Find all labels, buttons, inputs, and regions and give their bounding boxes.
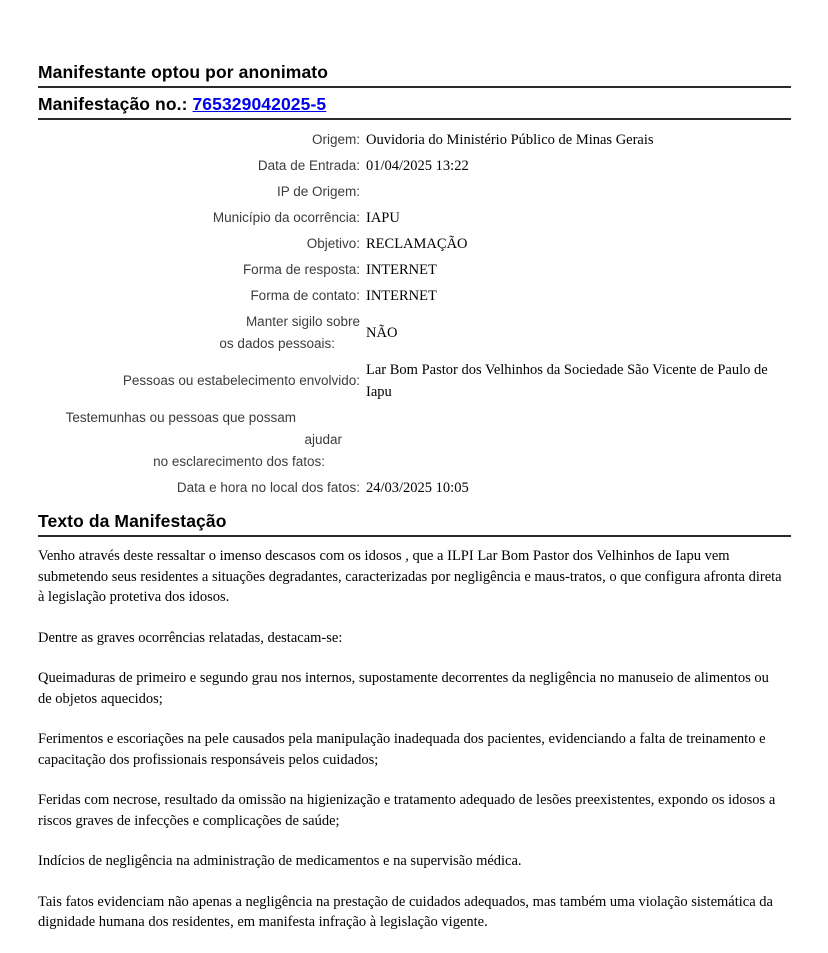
field-label-forma-contato: Forma de contato: (250, 288, 360, 303)
manifesto-paragraph: Indícios de negligência na administração de medicamentos e na supervisão médica. (38, 853, 522, 869)
field-value-sigilo: NÃO (366, 325, 398, 341)
field-value-origem: Ouvidoria do Ministério Público de Minas Gerais (366, 132, 654, 148)
manifesto-paragraph: Dentre as graves ocorrências relatadas, destacam-se: (38, 629, 343, 646)
field-value-data-hora-fatos: 24/03/2025 10:05 (366, 480, 469, 496)
manifestation-text (38, 546, 791, 933)
field-label-data-entrada: Data de Entrada: (257, 158, 360, 173)
manifesto-paragraph: Feridas com necrose, resultado da omissão na higienização e tratamento adequado de lesões preexistentes, expondo os idosos a riscos graves de infecções e complicações de saúde; (38, 792, 776, 829)
manifestation-number-heading (38, 95, 791, 120)
manifestation-fields (38, 129, 791, 499)
document-body (38, 63, 791, 953)
field-label-data-hora-fatos: Data e hora no local dos fatos: (176, 480, 360, 495)
field-label-municipio: Município da ocorrência: (212, 210, 360, 225)
field-value-municipio: IAPU (366, 210, 400, 226)
field-label-testemunhas-line3: no esclarecimento dos fatos: (153, 454, 325, 469)
field-label-testemunhas-line1: Testemunhas ou pessoas que possam (65, 410, 296, 425)
field-label-sigilo-line2: os dados pessoais: (219, 336, 335, 351)
field-label-testemunhas-line2: ajudar (304, 432, 342, 447)
manifesto-paragraph: Ferimentos e escoriações na pele causados pela manipulação inadequada dos pacientes, evidenciando a falta de treinamento e capacitação dos profissionais responsáveis pelos cuidados; (38, 731, 766, 768)
manifestation-number-label: Manifestação no.: (38, 94, 193, 114)
field-label-testemunhas (38, 407, 360, 473)
field-label-origem: Origem: (311, 132, 360, 147)
field-label-objetivo: Objetivo: (306, 236, 360, 251)
field-value-ip-origem (366, 181, 791, 203)
field-label-pessoas-envolvidas: Pessoas ou estabelecimento envolvido: (122, 373, 360, 388)
field-label-sigilo (38, 311, 360, 355)
field-label-sigilo-line1: Manter sigilo sobre (245, 314, 360, 329)
manifesto-paragraph: Tais fatos evidenciam não apenas a negligência na prestação de cuidados adequados, mas também uma violação sistemática da dignidade humana dos residentes, em manifesta infração à legislação vigente. (38, 893, 773, 930)
manifestation-number-link[interactable]: 765329042025-5 (192, 94, 327, 114)
field-value-testemunhas (366, 429, 791, 451)
manifesto-paragraph: Venho através deste ressaltar o imenso descasos com os idosos , que a ILPI Lar Bom Pastor dos Velhinhos de Iapu vem submetendo seus residentes a situações degradantes, caracterizadas por negligência e maus-tratos, o que configura afronta direta à legislação protetiva dos idosos. (38, 548, 782, 605)
manifestation-text-heading: Texto da Manifestação (38, 512, 791, 537)
field-value-data-entrada: 01/04/2025 13:22 (366, 158, 469, 174)
manifesto-paragraph: Queimaduras de primeiro e segundo grau nos internos, supostamente decorrentes da negligência no manuseio de alimentos ou de objetos aquecidos; (38, 670, 769, 707)
anonymity-notice-heading: Manifestante optou por anonimato (38, 63, 791, 88)
field-value-pessoas-envolvidas: Lar Bom Pastor dos Velhinhos da Sociedade São Vicente de Paulo de Iapu (366, 362, 768, 400)
field-label-forma-resposta: Forma de resposta: (242, 262, 360, 277)
field-value-forma-contato: INTERNET (366, 288, 437, 304)
field-label-ip-origem: IP de Origem: (276, 184, 360, 199)
field-value-forma-resposta: INTERNET (366, 262, 437, 278)
field-value-objetivo: RECLAMAÇÃO (366, 236, 468, 252)
